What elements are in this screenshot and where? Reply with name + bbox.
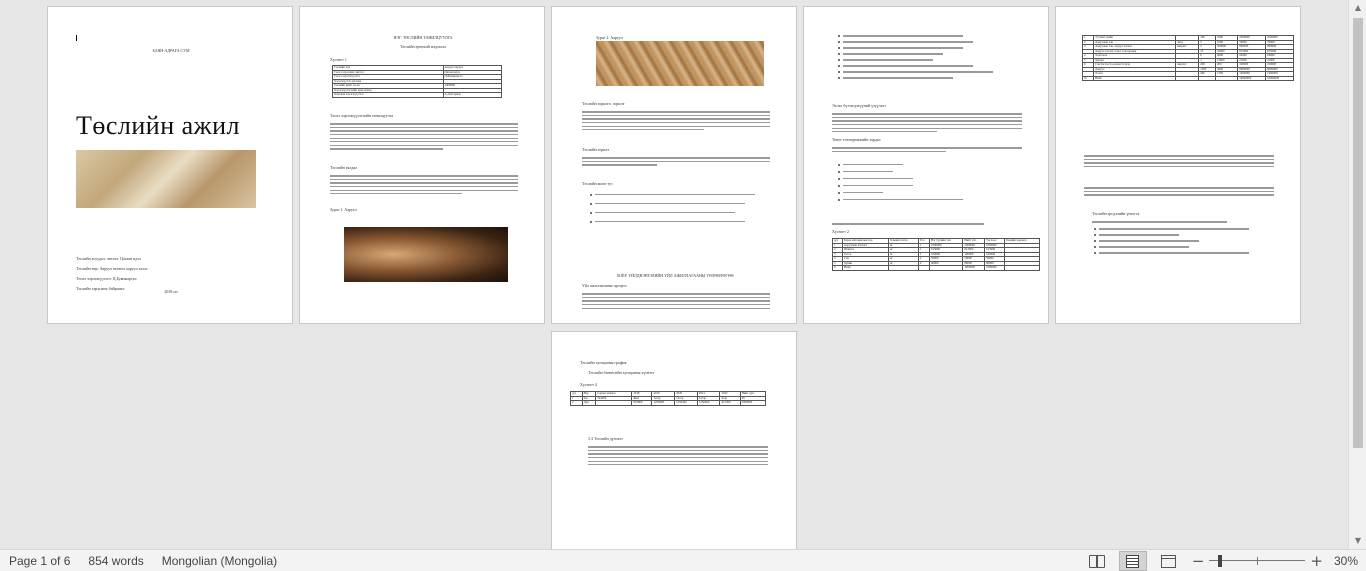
table-cell: 200 — [1199, 63, 1216, 68]
table-cell: 21600 — [1238, 58, 1266, 63]
table-cell: 1000000 — [985, 243, 1005, 248]
table-cell: 675000 — [1238, 49, 1266, 54]
page3-paragraph-2 — [582, 155, 770, 168]
table-cell: Хувин — [843, 261, 889, 266]
page3-section-3: Төслийн ашиг тус — [582, 181, 613, 186]
cover-header: БАЯН-АДРАГА СУМ — [152, 48, 190, 53]
table-cell: 4000 — [1215, 67, 1237, 72]
table-header-cell: Бараа материалын нэр — [843, 239, 889, 244]
table-cell: 80000 — [963, 261, 985, 266]
table-cell: 100000 — [1238, 63, 1266, 68]
equipment-cost-table — [832, 238, 1040, 271]
table-cell: 2500000 — [1238, 36, 1266, 41]
text-cursor — [76, 35, 77, 41]
table-cell: Ааруулын хатаагч — [843, 243, 889, 248]
table-cell: 2 — [833, 248, 843, 253]
table-cell: Хэлэх — [1094, 72, 1176, 77]
web-layout-button[interactable] — [1155, 551, 1183, 571]
table-header-cell: д/д — [571, 392, 583, 397]
table-cell: 15 — [1199, 49, 1216, 54]
table-cell: Төслийн нийт төсөв — [333, 84, 444, 89]
word-count[interactable]: 854 words — [88, 553, 144, 568]
table-cell: 12сар — [675, 396, 698, 401]
page3-bullet-list — [590, 190, 760, 226]
table-header-cell: Нэр — [582, 392, 596, 397]
zoom-out-icon[interactable]: − — [1191, 552, 1205, 570]
table-cell: 50000 — [929, 257, 962, 262]
table-header-cell: 2022 — [720, 392, 740, 397]
table-cell: Түүхий эдийн — [1094, 36, 1176, 41]
page-count[interactable]: Page 1 of 6 — [9, 553, 71, 568]
table-cell: ш — [888, 252, 918, 257]
table-cell: Ааруул хатаах тоног төхөөрөмж — [1094, 49, 1176, 54]
table-cell: 675000 — [1266, 49, 1294, 54]
page3-photo — [596, 41, 764, 86]
page2-figure-caption: Зураг 1. Ааруул — [330, 207, 357, 212]
table-cell: 1 — [918, 248, 929, 253]
table-cell: 24000 — [1238, 54, 1266, 59]
table-cell: 6 — [1083, 63, 1094, 68]
zoom-slider-thumb[interactable] — [1218, 555, 1222, 567]
table-cell: 100000 — [1266, 63, 1294, 68]
table-row — [1083, 76, 1294, 81]
table-cell: Нийт — [843, 266, 889, 271]
table-cell: Хувцас — [1094, 58, 1176, 63]
table-cell: 50000 — [963, 257, 985, 262]
table-cell: 6 — [833, 266, 843, 271]
zoom-slider[interactable] — [1209, 554, 1305, 568]
table-cell: 40 — [740, 396, 765, 401]
table-cell: 12сар — [652, 396, 675, 401]
table-cell: 1 — [1083, 36, 1094, 41]
table-cell: 104200 — [596, 396, 632, 401]
table-cell — [929, 266, 962, 271]
table-header-cell: 2018 — [632, 392, 652, 397]
table-cell: 2500000 — [1266, 36, 1294, 41]
page2-paragraph-2 — [330, 173, 518, 197]
page3-section-2: Төслийн зорилт — [582, 147, 610, 152]
table-cell: 45000 — [1215, 49, 1237, 54]
table-cell: 1000 — [1215, 40, 1237, 45]
status-bar — [0, 549, 1366, 571]
table-cell: Хэрэгжүүлэгчийн хувь нэмэр — [333, 88, 444, 93]
table-cell: Цагаан идээ — [443, 70, 501, 75]
table-cell: 833600 — [632, 401, 652, 406]
table-cell: 1 — [918, 243, 929, 248]
table-cell: 1250400 — [675, 401, 698, 406]
cover-title: Төслийн ажил — [76, 111, 241, 140]
page5-paragraph-2 — [1084, 185, 1274, 198]
vertical-scrollbar[interactable] — [1348, 0, 1366, 549]
table-row — [833, 266, 1040, 271]
page-4[interactable] — [803, 6, 1049, 324]
table-cell: ширхэг — [1176, 45, 1199, 50]
page3-section-5: Үйл ажиллагааны процесс — [582, 283, 628, 288]
table-cell: 1500 — [1199, 67, 1216, 72]
table-cell: 600000 — [1238, 45, 1266, 50]
table-cell: 5 — [833, 261, 843, 266]
page5-section: Төслийн эрсдэлийн үнэлгээ — [1092, 211, 1140, 216]
page-2[interactable] — [299, 6, 545, 324]
table-cell: Жил — [632, 396, 652, 401]
table-cell: 50000 — [985, 257, 1005, 262]
table-header-cell: 2019 — [652, 392, 675, 397]
page6-section: 3.3 Төслийн дүгнэлт — [588, 436, 623, 441]
page5-paragraph-3 — [1092, 219, 1272, 225]
print-layout-button[interactable] — [1119, 551, 1147, 571]
table-cell: Сав баглаа боодлын бэлдэц — [1094, 63, 1176, 68]
table-cell: 6000000 — [1238, 67, 1266, 72]
cover-item-3: Төсөл хэрэгжүүлэгч: Ц.Буянжаргал — [76, 276, 137, 281]
table-cell: 1250400 — [697, 401, 720, 406]
web-layout-icon — [1161, 555, 1176, 568]
table-cell: ш — [888, 243, 918, 248]
table-cell: 80000 — [985, 261, 1005, 266]
table-cell: 12сар — [697, 396, 720, 401]
table-cell: 5000000 — [740, 401, 765, 406]
table-cell: 2500 — [1215, 36, 1237, 41]
page2-paragraph-1 — [330, 121, 518, 152]
page4-paragraph-3 — [832, 221, 1022, 227]
table-cell: Хамтран хэрэгжүүлэгч — [333, 93, 444, 98]
table-cell: Тогоо — [843, 252, 889, 257]
page2-heading: НЭГ. ТӨСЛИЙН ТАНИЛЦУУЛГА — [393, 35, 453, 40]
language-indicator[interactable]: Mongolian (Mongolia) — [161, 553, 278, 568]
table-cell: 1 — [918, 252, 929, 257]
cover-year: 2018 он — [164, 289, 178, 294]
table-cell: 200000 — [1215, 45, 1237, 50]
table-cell: 1400000 — [1238, 72, 1266, 77]
table-cell: 600000 — [1266, 45, 1294, 50]
cover-item-2: Төслийн нэр: Ааруул монгол ааруул хэлээ — [76, 266, 148, 271]
table-row — [571, 401, 766, 406]
table-cell: 10000000 — [1266, 76, 1294, 81]
table-cell: 5 — [1199, 40, 1216, 45]
table-cell: 10 — [1083, 76, 1094, 81]
table-cell: 100 — [1199, 36, 1216, 41]
page4-bullet-list — [838, 33, 1018, 81]
page4-paragraph-2 — [832, 145, 1022, 154]
page-5[interactable] — [1055, 6, 1301, 324]
table-cell: Хэрэгжүүлэх хугацаа — [333, 79, 444, 84]
page6-paragraph — [588, 444, 768, 468]
table-cell: 2 — [918, 261, 929, 266]
table-cell — [1215, 76, 1237, 81]
book-icon — [1089, 555, 1105, 567]
table-cell: 100000 — [929, 252, 962, 257]
timeline-table — [570, 391, 766, 406]
table-cell: Нийт — [1094, 76, 1176, 81]
table-cell: 4000 — [1215, 54, 1237, 59]
table-cell: 3 — [833, 252, 843, 257]
table-cell: 400 — [1199, 72, 1216, 77]
table-cell: Шанага — [843, 248, 889, 253]
table-cell: 2 — [1083, 40, 1094, 45]
table-header-cell: 2020 — [675, 392, 698, 397]
table-cell: Ц.Буянжаргал — [443, 75, 501, 80]
page2-section-1: Төсөл хэрэгжүүлэгчийн танилцуулга — [330, 113, 394, 118]
table-cell: Ааруулын сав, ааруул хатаах — [1094, 45, 1176, 50]
page-6[interactable] — [551, 331, 797, 549]
scroll-thumb[interactable] — [1353, 18, 1363, 448]
table-header-cell: д/д — [833, 239, 843, 244]
table-header-cell: Өөрийн хөрөнгө — [1004, 239, 1039, 244]
table-cell: 100000 — [963, 252, 985, 257]
table-cell: Дүн — [582, 401, 596, 406]
raw-material-cost-table — [1082, 35, 1294, 81]
table-header-cell: Нийт үнэ — [963, 239, 985, 244]
table-cell: 40000 — [929, 261, 962, 266]
table-cell: 6000000 — [1266, 67, 1294, 72]
cover-item-4: Төслийн хэрэгжих байршил: — [76, 286, 125, 291]
table-cell: 613000 — [985, 248, 1005, 253]
zoom-in-icon[interactable]: + — [1310, 552, 1323, 570]
table-cell — [1199, 76, 1216, 81]
table-cell: 1000000 — [929, 243, 962, 248]
table-cell: 1 — [1199, 58, 1216, 63]
scroll-down-icon[interactable]: ▼ — [1354, 536, 1362, 545]
table-cell: 21600 — [1215, 58, 1237, 63]
table-cell: А.Дэлгэрмаа — [443, 93, 501, 98]
table-cell: 1 — [571, 396, 583, 401]
page4-table-label: Хүснэгт 2 — [832, 229, 849, 234]
table-cell: 6 — [1199, 54, 1216, 59]
table-cell: 5 — [1083, 58, 1094, 63]
page5-bullet-list — [1094, 226, 1274, 256]
table-cell: 1250400 — [652, 401, 675, 406]
table-cell: 1000000 — [963, 266, 985, 271]
page3-paragraph-3 — [582, 291, 770, 311]
table-cell: ш — [888, 261, 918, 266]
table-cell: Ааруул — [1094, 67, 1176, 72]
table-cell: литр — [1176, 40, 1199, 45]
table-header-cell: Төслөөс — [985, 239, 1005, 244]
table-cell: 1 — [833, 243, 843, 248]
page6-table-label: Хүснэгт 4 — [580, 382, 597, 387]
table-cell: 1000000 — [963, 243, 985, 248]
zoom-level[interactable]: 30% — [1333, 554, 1358, 568]
table-cell: ширхэг — [1176, 63, 1199, 68]
zoom-slider-center-mark — [1257, 557, 1258, 565]
page2-section-2: Төслийн уялдаа — [330, 165, 357, 170]
table-cell: ш — [888, 257, 918, 262]
page2-photo — [344, 227, 508, 282]
table-cell: 415200 — [720, 401, 740, 406]
table-cell: 1500 — [1215, 72, 1237, 77]
table-cell: Төсөл хэрэгжих чиглэл — [333, 70, 444, 75]
page2-subheading: Төслийн ерөнхий мэдээлэл — [399, 44, 447, 49]
table-header-cell: Сарын хэмжээ — [596, 392, 632, 397]
table-cell: 2 — [1199, 45, 1216, 50]
table-cell: 70000 — [1266, 40, 1294, 45]
page2-table-label: Хүснэгт 1 — [330, 57, 347, 62]
table-cell — [596, 401, 632, 406]
table-cell: 70000 — [1238, 40, 1266, 45]
table-cell: 1000000 — [443, 84, 501, 89]
table-cell: Ааруул ааруул — [443, 66, 501, 71]
table-header-cell: Нийт дүн — [740, 392, 765, 397]
table-cell: 1400000 — [1266, 72, 1294, 77]
table-cell — [1004, 266, 1039, 271]
table-header-cell: Нэг бүрийн үнэ — [929, 239, 962, 244]
table-cell: 2 — [571, 401, 583, 406]
table-cell: 24000 — [1266, 54, 1294, 59]
table-header-cell: Хэмжих нэгж — [888, 239, 918, 244]
table-cell: 2 — [918, 257, 929, 262]
table-cell: ш — [888, 248, 918, 253]
table-header-cell: 2021 — [697, 392, 720, 397]
table-cell: 3 — [1083, 45, 1094, 50]
page5-paragraph-1 — [1084, 153, 1274, 170]
table-cell: Төсөл хэрэгжүүлэгч — [333, 75, 444, 80]
table-cell: 200 — [1215, 63, 1237, 68]
table-cell: Ааруулын сав — [1094, 40, 1176, 45]
page-1[interactable] — [47, 6, 293, 324]
table-cell: Хадгалах — [1094, 54, 1176, 59]
table-cell — [1176, 76, 1199, 81]
table-cell: 100000 — [985, 252, 1005, 257]
page3-section-4: ХОЁР. ҮЙЛДВЭРЛЭЛИЙН ҮЙЛ АЖИЛЛАГААНЫ ТӨЛӨВЛӨГӨӨ — [616, 273, 734, 278]
page3-section-1: Төслийн зорилго, зорилт — [582, 101, 625, 106]
table-cell: Тоо — [582, 396, 596, 401]
page4-paragraph-1 — [832, 111, 1022, 135]
page4-section-2: Тоног төхөөрөмжийн зардал — [832, 137, 881, 142]
page6-line-1: Төслийн хугацааны график — [580, 360, 627, 365]
cover-photo — [76, 150, 256, 208]
table-header-cell: Тоо — [918, 239, 929, 244]
page-3[interactable] — [551, 6, 797, 324]
table-cell: 4 — [833, 257, 843, 262]
table-cell: 613000 — [963, 248, 985, 253]
table-cell: 613000 — [929, 248, 962, 253]
page6-line-2: Төслийн бизнесийн хугацааны хүснэгт — [588, 370, 655, 375]
table-cell: 21600 — [1266, 58, 1294, 63]
table-row — [333, 93, 502, 98]
table-cell: Төслийн нэр — [333, 66, 444, 71]
scroll-up-icon[interactable]: ▲ — [1354, 3, 1362, 12]
table-cell: 4 — [1083, 54, 1094, 59]
page4-bullet-list-2 — [838, 161, 1018, 203]
read-mode-button[interactable] — [1083, 551, 1111, 571]
table-cell — [888, 266, 918, 271]
page3-paragraph-1 — [582, 109, 770, 133]
project-info-table — [332, 65, 502, 98]
page4-section-1: Эхлэх бүтээгдэхүүний үзүүлэлт — [832, 103, 887, 108]
table-cell: Сав — [843, 257, 889, 262]
table-cell — [918, 266, 929, 271]
table-cell: 1000000 — [985, 266, 1005, 271]
cover-item-1: Төслийн асуудал, чиглэл: Цагаан идээ — [76, 256, 141, 261]
page3-figure-caption: Зураг 2. Ааруул — [596, 35, 623, 40]
page-layout-icon — [1126, 555, 1139, 568]
table-cell: 10000000 — [1238, 76, 1266, 81]
table-cell: 4сар — [720, 396, 740, 401]
